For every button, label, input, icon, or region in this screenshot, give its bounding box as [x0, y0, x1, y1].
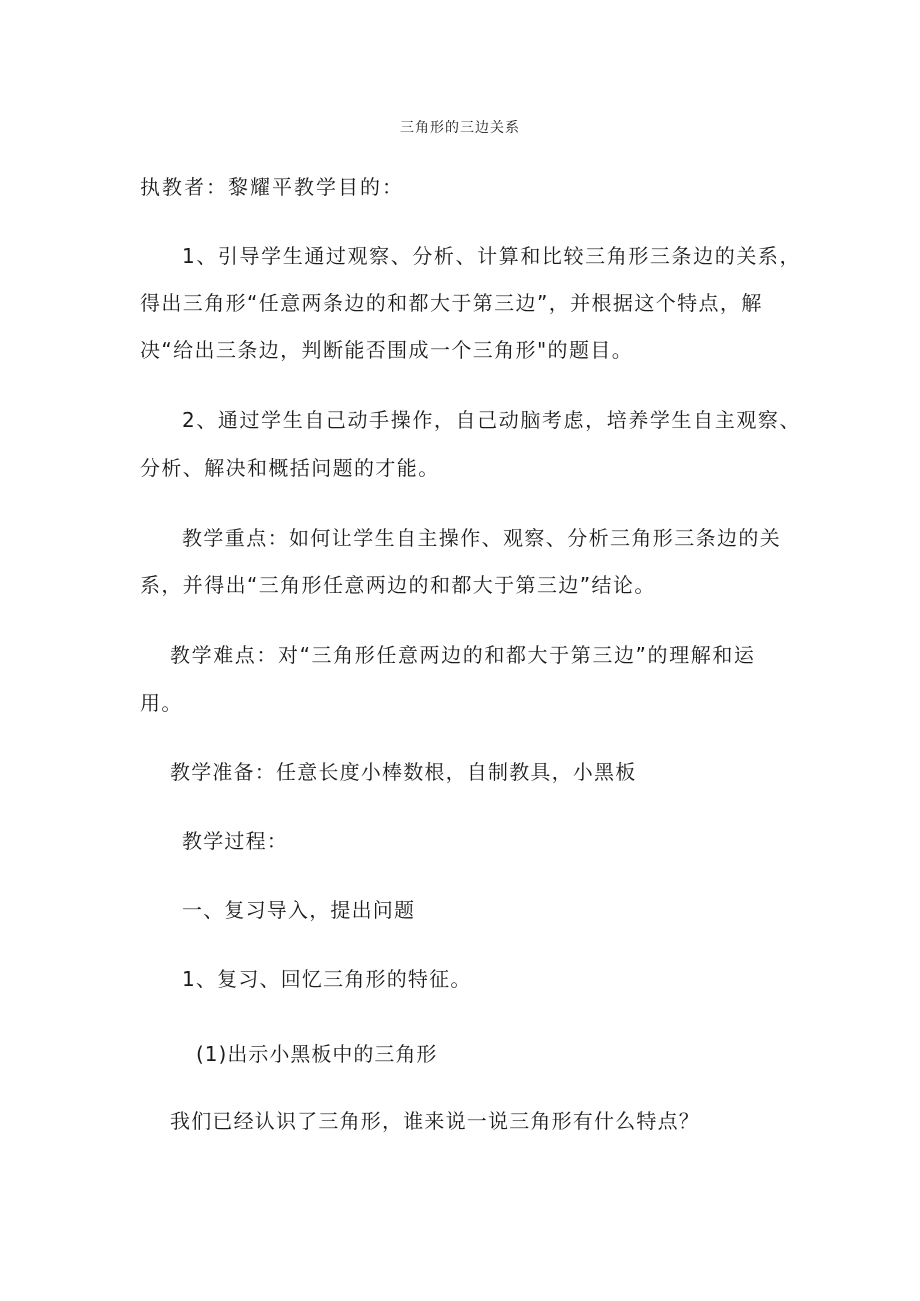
objective-1-line-3: 决“给出三条边，判断能否围成一个三角形"的题目。: [140, 338, 634, 362]
process-heading: 教学过程：: [182, 829, 288, 853]
difficulty-line-1: 教学难点：对“三角形任意两边的和都大于第三边”的理解和运: [170, 643, 756, 667]
key-point-line-2: 系，并得出“三角形任意两边的和都大于第三边”结论。: [140, 573, 656, 597]
document-title: 三角形的三边关系: [400, 120, 520, 136]
teacher-line: 执教者：黎耀平教学目的：: [140, 175, 404, 199]
question-line: 我们已经认识了三角形，谁来说一说三角形有什么特点？: [170, 1109, 700, 1133]
section-1-heading: 一、复习导入，提出问题: [182, 898, 416, 922]
preparation-line: 教学准备：任意长度小棒数根，自制教具，小黑板: [170, 760, 637, 784]
objective-2-line-1: 2、通过学生自己动手操作，自己动脑考虑，培养学生自主观察、: [182, 408, 802, 432]
substep-1: (1)出示小黑板中的三角形: [196, 1042, 438, 1066]
key-point-line-1: 教学重点：如何让学生自主操作、观察、分析三角形三条边的关: [182, 526, 782, 550]
objective-1-line-2: 得出三角形“任意两条边的和都大于第三边”，并根据这个特点，解: [140, 291, 763, 315]
difficulty-line-2: 用。: [140, 691, 183, 715]
step-1: 1、复习、回忆三角形的特征。: [182, 967, 472, 991]
objective-2-line-2: 分析、解决和概括问题的才能。: [140, 456, 440, 480]
objective-1-line-1: 1、引导学生通过观察、分析、计算和比较三角形三条边的关系，: [182, 244, 802, 268]
